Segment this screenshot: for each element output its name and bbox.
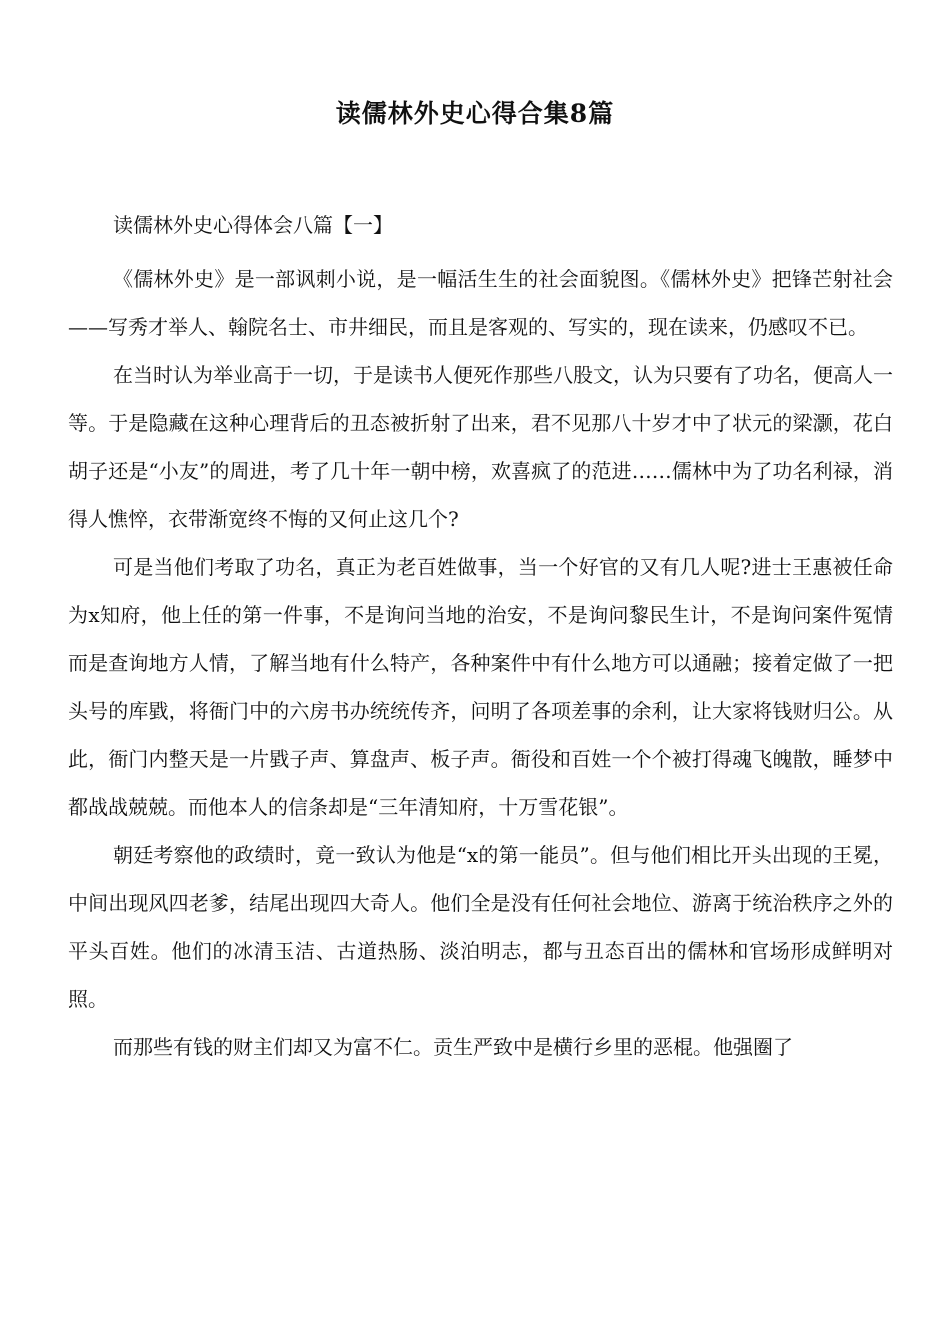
- paragraph-4: 朝廷考察他的政绩时，竟一致认为他是“x的第一能员”。但与他们相比开头出现的王冕，中间出现风四老爹，结尾出现四大奇人。他们全是没有任何社会地位、游离于统治秩序之外的平头百姓。他们的冰清玉洁、古道热肠、淡泊明志，都与丑态百出的儒林和官场形成鲜明对照。: [68, 843, 893, 1011]
- paragraph-2: 在当时认为举业高于一切，于是读书人便死作那些八股文，认为只要有了功名，便高人一等。于是隐藏在这种心理背后的丑态被折射了出来，君不见那八十岁才中了状元的梁灏，花白胡子还是“小友”的周进，考了几十年一朝中榜，欢喜疯了的范进……儒林中为了功名利禄，消得人憔悴，衣带渐宽终不悔的又何止这几个?: [68, 363, 893, 531]
- paragraph-1: 《儒林外史》是一部讽刺小说，是一幅活生生的社会面貌图。《儒林外史》把锋芒射社会——写秀才举人、翰院名士、市井细民，而且是客观的、写实的，现在读来，仍感叹不已。: [68, 267, 893, 339]
- paragraph-3: 可是当他们考取了功名，真正为老百姓做事，当一个好官的又有几人呢?进士王惠被任命为x知府，他上任的第一件事，不是询问当地的治安，不是询问黎民生计，不是询问案件冤情而是查询地方人情，了解当地有什么特产，各种案件中有什么地方可以通融；接着定做了一把头号的库戥，将衙门中的六房书办统统传齐，问明了各项差事的余利，让大家将钱财归公。从此，衙门内整天是一片戥子声、算盘声、板子声。衙役和百姓一个个被打得魂飞魄散，睡梦中都战战兢兢。而他本人的信条却是“三年清知府，十万雪花银”。: [68, 555, 893, 819]
- paragraph-5: 而那些有钱的财主们却又为富不仁。贡生严致中是横行乡里的恶棍。他强圈了: [113, 1035, 793, 1059]
- document-body: [68, 255, 893, 1071]
- document-title: 读儒林外史心得合集8篇: [335, 99, 615, 128]
- section-heading: 读儒林外史心得体会八篇【一】: [113, 213, 393, 237]
